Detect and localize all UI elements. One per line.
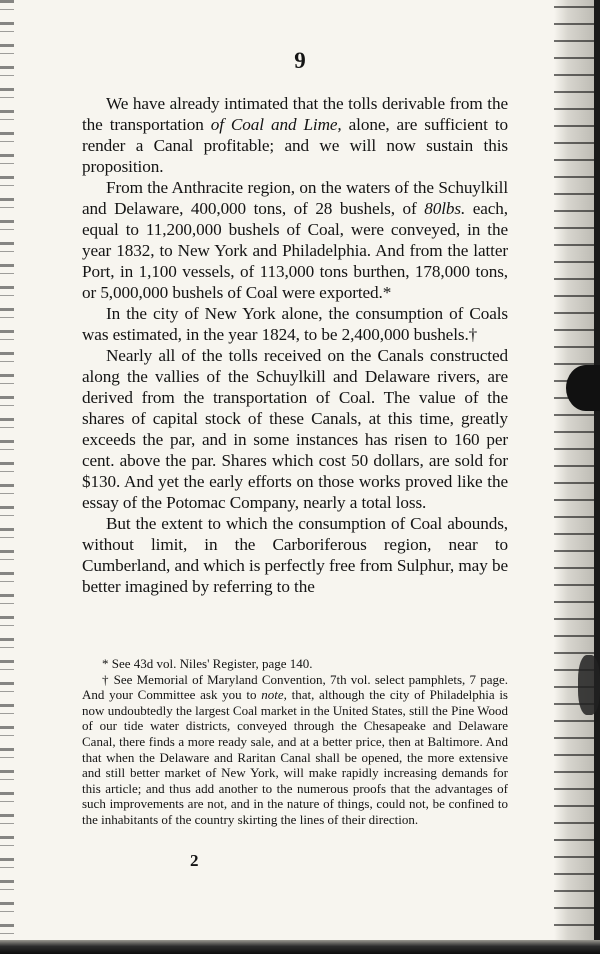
ink-blot bbox=[566, 365, 600, 411]
page-number: 9 bbox=[294, 48, 306, 73]
paragraph: From the Anthracite region, on the waters of the Schuylkill and Delaware, 400,000 tons, of 28 bushels, of 80lbs. each, equal to 11,200,000 bushels of Coal, were conveyed, in the year 1832, to New York and Philadelphia. And from the latter Port, in 1,100 vessels, of 113,000 tons burthen, 178,000 tons, or 5,000,000 bushels of Coal were exported.* bbox=[82, 178, 509, 302]
footnote: * See 43d vol. Niles' Register, page 140. bbox=[102, 656, 313, 671]
ink-blot bbox=[578, 655, 600, 715]
paragraph: Nearly all of the tolls received on the Canals constructed along the vallies of the Schuylkill and Delaware rivers, are derived from the transportation of Coal. The value of the shares of capital stock of these Canals, at this time, greatly exceeds the par, and in some instances has risen to 160 per cent. above the par. Shares which cost 50 dollars, are sold for $130. And yet the early efforts on those works proved like the essay of the Potomac Company, nearly a total loss. bbox=[82, 346, 508, 512]
paragraph: We have already intimated that the tolls derivable from the the transportation of Coal and Lime, alone, are sufficient to render a Canal profitable; and we will now sustain this proposition. bbox=[82, 94, 508, 176]
footnote: † See Memorial of Maryland Convention, 7th vol. select pamphlets, 7 page. And your Committee ask you to note, that, although the city of Philadelphia is now undoubtedly the largest Coal market in the United States, still the Pine Wood of our tide water districts, conveyed through the Chesapeake and Delaware Canal, there finds a more ready sale, and at a better price, then at Baltimore. And that when the Delaware and Raritan Canal shall be opened, the more extensive and still better market of New York, will make rapidly increasing demands for this article; and thus add another to the numerous proofs that the advantages of such improvements are not, and in the nature of things, could not, be confined to the inhabitants of the country skirting the lines of their direction. bbox=[82, 671, 508, 827]
scan-right-edge bbox=[554, 0, 600, 954]
paragraph: In the city of New York alone, the consumption of Coals was estimated, in the year 1824, to be 2,400,000 bushels.† bbox=[82, 304, 508, 344]
scan-bottom-edge bbox=[0, 940, 600, 954]
scan-left-edge bbox=[0, 0, 14, 954]
footnotes bbox=[82, 656, 508, 828]
signature-mark: 2 bbox=[190, 851, 199, 870]
body-text bbox=[82, 93, 508, 597]
paragraph: But the extent to which the consumption of Coal abounds, without limit, in the Carboriferous region, near to Cumberland, and which is perfectly free from Sulphur, may be better imagined by referring to the bbox=[82, 514, 508, 596]
